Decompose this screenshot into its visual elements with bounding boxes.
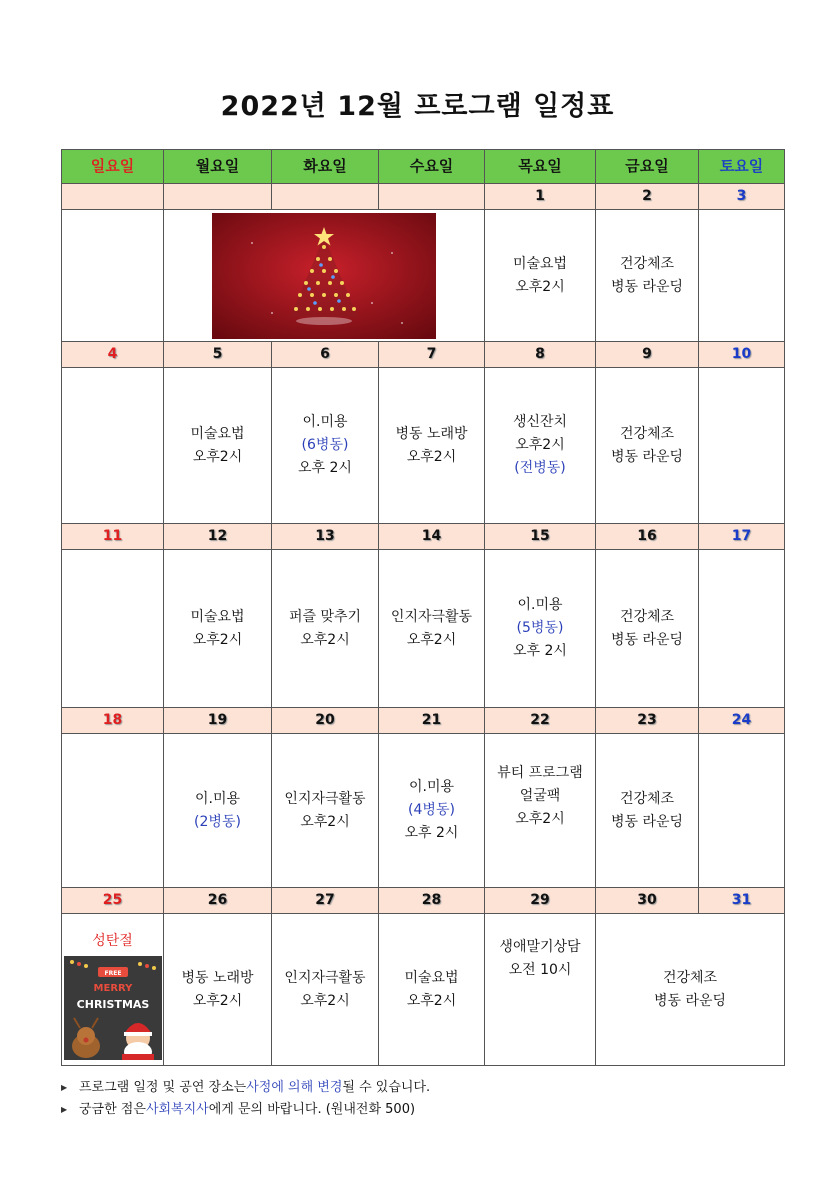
event-cell	[596, 210, 699, 342]
event-cell	[379, 914, 485, 1066]
date-cell: 22	[485, 708, 596, 734]
event-time: 오후2시	[406, 631, 457, 648]
date-cell: 20	[272, 708, 379, 734]
event-time: 오후 2시	[513, 643, 567, 659]
event-title: 미술요법	[512, 255, 568, 272]
event-time: 오후2시	[192, 448, 243, 465]
date-cell: 26	[164, 888, 272, 914]
date-cell: 24	[699, 708, 785, 734]
event-title: 이.미용	[517, 597, 563, 613]
week3-date-row	[62, 524, 785, 550]
date-cell: 21	[379, 708, 485, 734]
event-title: 생신잔치	[512, 414, 568, 430]
event-ward: (5병동)	[516, 620, 564, 636]
note-text: 궁금한 점은	[79, 1102, 146, 1117]
date-cell: 4	[62, 342, 164, 368]
date-cell: 15	[485, 524, 596, 550]
event-title: 건강체조	[619, 790, 675, 807]
note-item	[61, 1099, 801, 1121]
event-title: 이.미용	[408, 779, 455, 795]
event-title: 인지자극활동	[390, 608, 473, 625]
date-cell: 9	[596, 342, 699, 368]
date-cell: 12	[164, 524, 272, 550]
event-cell	[62, 914, 164, 1066]
event-cell	[596, 734, 699, 888]
event-title: 미술요법	[190, 608, 245, 625]
note-highlight: 사정에 의해 변경	[246, 1080, 343, 1095]
event-time: 오후2시	[406, 448, 457, 465]
event-title: 인지자극활동	[284, 969, 366, 986]
event-location: 병동 라운딩	[610, 813, 684, 830]
event-cell	[272, 550, 379, 708]
date-cell: 28	[379, 888, 485, 914]
date-cell: 2	[596, 184, 699, 210]
calendar-table	[61, 149, 785, 1066]
date-cell	[272, 184, 379, 210]
date-cell: 7	[379, 342, 485, 368]
date-cell: 16	[596, 524, 699, 550]
event-title: 이.미용	[302, 414, 348, 430]
holiday-label: 성탄절	[92, 933, 133, 949]
header-wednesday: 수요일	[379, 150, 485, 184]
week4-date-row	[62, 708, 785, 734]
event-title: 건강체조	[619, 425, 675, 442]
event-title: 건강체조	[619, 255, 675, 272]
header-thursday: 목요일	[485, 150, 596, 184]
event-ward: (전병동)	[514, 460, 566, 476]
header-tuesday: 화요일	[272, 150, 379, 184]
event-time: 오후 2시	[298, 460, 352, 476]
event-location: 병동 라운딩	[610, 631, 684, 648]
week5-event-row	[62, 914, 785, 1066]
event-title: 건강체조	[662, 969, 718, 986]
header-friday: 금요일	[596, 150, 699, 184]
note-text: 프로그램 일정 및 공연 장소는	[79, 1080, 247, 1095]
date-cell: 6	[272, 342, 379, 368]
date-cell: 10	[699, 342, 785, 368]
event-time: 오후 2시	[404, 825, 459, 841]
date-cell: 14	[379, 524, 485, 550]
event-title: 미술요법	[404, 969, 459, 986]
note-item	[61, 1077, 801, 1099]
date-cell: 8	[485, 342, 596, 368]
date-cell: 27	[272, 888, 379, 914]
event-cell	[485, 210, 596, 342]
header-monday: 월요일	[164, 150, 272, 184]
date-cell: 19	[164, 708, 272, 734]
svg-text:MERRY: MERRY	[93, 983, 132, 994]
svg-text:FREE: FREE	[104, 970, 121, 977]
event-cell	[164, 734, 272, 888]
event-cell	[164, 368, 272, 524]
date-cell: 5	[164, 342, 272, 368]
merry-christmas-image	[64, 956, 162, 1060]
event-cell	[62, 734, 164, 888]
date-cell: 23	[596, 708, 699, 734]
event-location: 병동 라운딩	[653, 992, 727, 1009]
event-cell	[699, 210, 785, 342]
event-cell	[596, 368, 699, 524]
event-time: 오후2시	[300, 813, 350, 830]
event-cell	[272, 368, 379, 524]
weekday-header-row	[62, 150, 785, 184]
event-time: 오후2시	[515, 811, 565, 827]
date-cell: 13	[272, 524, 379, 550]
event-cell	[485, 368, 596, 524]
svg-text:CHRISTMAS: CHRISTMAS	[76, 998, 149, 1011]
date-cell	[379, 184, 485, 210]
bullet-icon: ▶	[61, 1105, 68, 1114]
event-cell	[164, 550, 272, 708]
page-title: 2022년 12월 프로그램 일정표	[220, 91, 615, 122]
event-time: 오후2시	[192, 631, 243, 648]
event-title: 병동 노래방	[395, 425, 468, 442]
date-cell: 25	[62, 888, 164, 914]
event-cell	[62, 210, 164, 342]
event-time: 오전 10시	[508, 962, 572, 978]
event-time: 오후2시	[406, 992, 457, 1009]
event-cell	[62, 550, 164, 708]
note-highlight: 사회복지사	[145, 1102, 209, 1117]
event-title: 생애말기상담	[499, 939, 581, 955]
event-cell	[485, 550, 596, 708]
event-cell	[379, 368, 485, 524]
event-ward: (4병동)	[408, 802, 455, 818]
week5-date-row	[62, 888, 785, 914]
event-cell	[379, 550, 485, 708]
event-cell	[164, 914, 272, 1066]
date-cell: 3	[699, 184, 785, 210]
week2-event-row	[62, 368, 785, 524]
event-cell	[379, 734, 485, 888]
header-sunday: 일요일	[62, 150, 164, 184]
event-ward: (2병동)	[194, 813, 241, 830]
notes	[61, 1077, 801, 1121]
event-cell	[272, 914, 379, 1066]
date-cell	[62, 184, 164, 210]
date-cell: 30	[596, 888, 699, 914]
week3-event-row	[62, 550, 785, 708]
event-title: 미술요법	[190, 425, 245, 442]
event-time: 오후2시	[300, 631, 350, 648]
date-cell: 1	[485, 184, 596, 210]
note-text: 될 수 있습니다.	[342, 1080, 431, 1095]
event-title: 병동 노래방	[181, 969, 254, 986]
header-saturday: 토요일	[699, 150, 785, 184]
event-title: 뷰티 프로그램	[497, 765, 583, 781]
date-cell	[164, 184, 272, 210]
week1-date-row	[62, 184, 785, 210]
event-cell	[62, 368, 164, 524]
christmas-tree-image	[212, 213, 436, 339]
week2-date-row	[62, 342, 785, 368]
date-cell: 11	[62, 524, 164, 550]
event-title: 인지자극활동	[284, 790, 366, 807]
event-cell	[485, 914, 596, 1066]
event-cell	[272, 734, 379, 888]
event-cell	[699, 550, 785, 708]
event-cell	[485, 734, 596, 888]
week4-event-row	[62, 734, 785, 888]
event-time: 오후2시	[300, 992, 350, 1009]
event-cell	[699, 734, 785, 888]
date-cell: 17	[699, 524, 785, 550]
event-time: 오후2시	[515, 278, 565, 295]
date-cell: 31	[699, 888, 785, 914]
event-subtitle: 얼굴팩	[519, 788, 561, 804]
date-cell: 29	[485, 888, 596, 914]
event-cell	[699, 368, 785, 524]
event-ward: (6병동)	[301, 437, 349, 453]
event-time: 오후2시	[515, 437, 565, 453]
event-location: 병동 라운딩	[610, 278, 684, 295]
event-time: 오후2시	[192, 992, 243, 1009]
note-text: 에게 문의 바랍니다. (원내전화 500)	[208, 1102, 416, 1117]
event-cell	[164, 210, 485, 342]
date-cell: 18	[62, 708, 164, 734]
week1-event-row	[62, 210, 785, 342]
event-title: 건강체조	[619, 608, 675, 625]
event-location: 병동 라운딩	[610, 448, 684, 465]
event-cell	[596, 550, 699, 708]
bullet-icon: ▶	[61, 1083, 68, 1092]
event-cell	[596, 914, 785, 1066]
event-title: 이.미용	[194, 790, 241, 807]
event-title: 퍼즐 맞추기	[288, 608, 362, 625]
